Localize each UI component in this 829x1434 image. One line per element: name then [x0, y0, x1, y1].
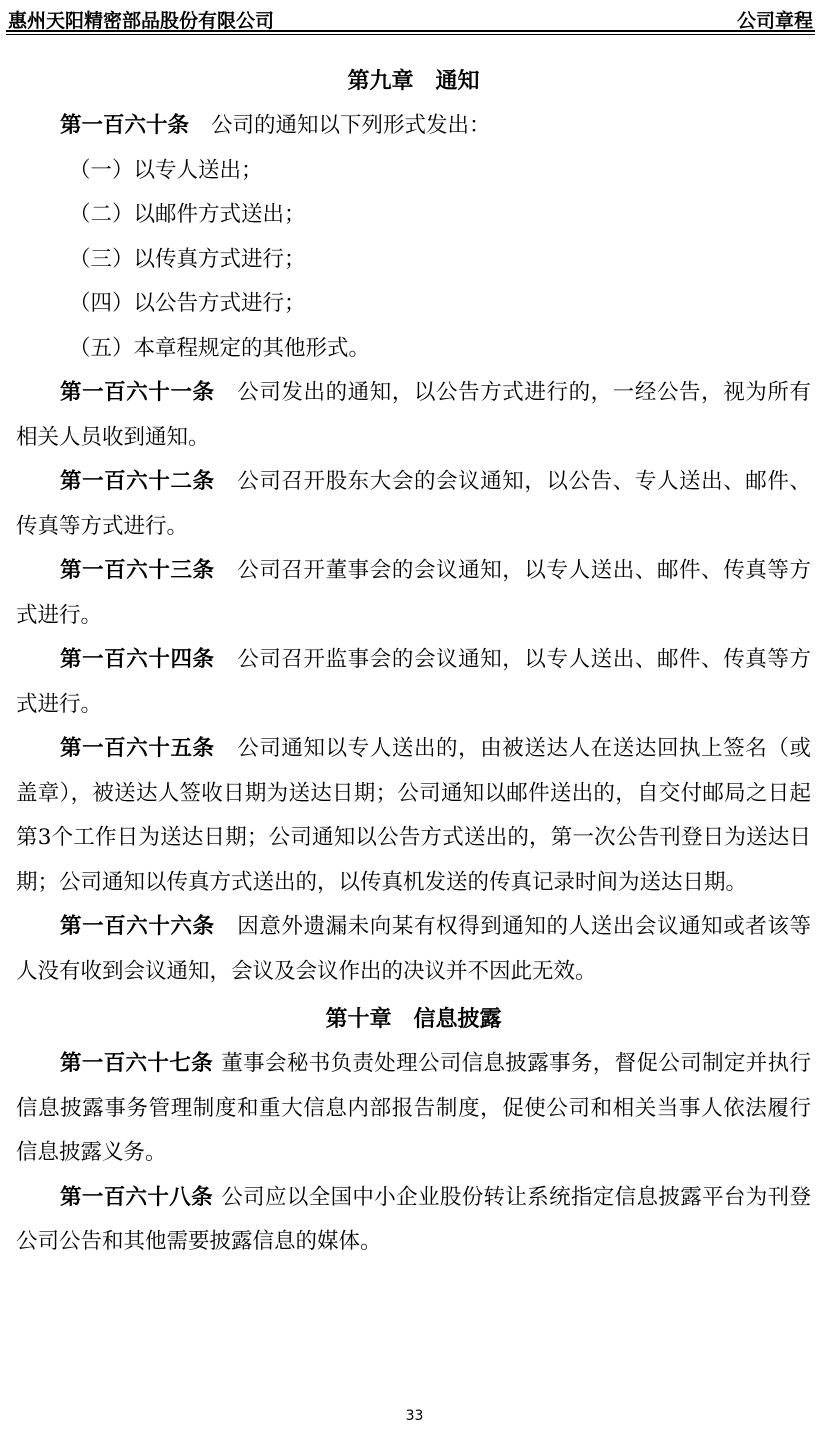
- header-rule-thick: [6, 30, 815, 32]
- article-160-text: 公司的通知以下列形式发出：: [211, 113, 491, 138]
- article-168-text: 公司应以全国中小企业股份转让系统指定信息披露平台为刊登公司公告和其他需要披露信息的媒体。: [16, 1184, 811, 1254]
- article-160-item-1: （一）以专人送出；: [69, 157, 263, 183]
- article-167: [16, 1042, 811, 1176]
- chapter-9-name: 通知: [435, 69, 480, 94]
- chapter-10-name: 信息披露: [413, 1007, 502, 1032]
- page-header: [8, 2, 813, 32]
- article-166-text: 因意外遗漏未向某有权得到通知的人送出会议通知或者该等人没有收到会议通知，会议及会议作出的决议并不因此无效。: [16, 914, 811, 984]
- page-body: [16, 60, 811, 1265]
- article-166: [16, 905, 811, 994]
- chapter-10-number: 第十章: [325, 1007, 392, 1032]
- article-168-number: 第一百六十八条: [60, 1184, 213, 1210]
- article-161-number: 第一百六十一条: [60, 380, 215, 405]
- chapter-9-heading: [16, 60, 811, 104]
- article-162-number: 第一百六十二条: [60, 469, 215, 494]
- article-160-item-2: （二）以邮件方式送出；: [69, 202, 306, 227]
- article-163: [16, 549, 811, 638]
- article-165-number: 第一百六十五条: [60, 736, 215, 761]
- article-164-text: 公司召开监事会的会议通知，以专人送出、邮件、传真等方式进行。: [16, 647, 811, 717]
- page-number: 33: [405, 1408, 424, 1424]
- article-163-number: 第一百六十三条: [60, 558, 215, 583]
- article-162: [16, 460, 811, 549]
- article-161: [16, 371, 811, 460]
- header-company-name: 惠州天阳精密部品股份有限公司: [8, 10, 275, 32]
- article-168: [16, 1176, 811, 1265]
- article-163-text: 公司召开董事会的会议通知，以专人送出、邮件、传真等方式进行。: [16, 558, 811, 628]
- article-160-item-3: （三）以传真方式进行；: [69, 246, 306, 272]
- article-162-text: 公司召开股东大会的会议通知，以公告、专人送出、邮件、传真等方式进行。: [16, 469, 811, 539]
- chapter-10-heading: [16, 998, 811, 1042]
- article-161-text: 公司发出的通知，以公告方式进行的，一经公告，视为所有相关人员收到通知。: [16, 380, 811, 450]
- article-166-number: 第一百六十六条: [60, 914, 215, 939]
- article-167-number: 第一百六十七条: [60, 1051, 213, 1076]
- article-160-item-4: （四）以公告方式进行；: [69, 291, 306, 316]
- header-document-title: 公司章程: [736, 10, 813, 32]
- article-160: [16, 104, 811, 149]
- article-167-text: 董事会秘书负责处理公司信息披露事务，督促公司制定并执行信息披露事务管理制度和重大信息内部报告制度，促使公司和相关当事人依法履行信息披露义务。: [16, 1051, 811, 1165]
- article-165: [16, 727, 811, 905]
- article-160-number: 第一百六十条: [60, 113, 190, 138]
- chapter-9-number: 第九章: [347, 69, 414, 94]
- header-rule-thin: [6, 34, 815, 35]
- article-164: [16, 638, 811, 727]
- article-164-number: 第一百六十四条: [60, 647, 215, 672]
- article-165-text: 公司通知以专人送出的，由被送达人在送达回执上签名（或盖章），被送达人签收日期为送达日期；公司通知以邮件送出的，自交付邮局之日起第3个工作日为送达日期；公司通知以公告方式送出的，第一次公告刊登日为送达日期；公司通知以传真方式送出的，以传真机发送的传真记录时间为送达日期。: [16, 736, 811, 895]
- article-160-item-5: （五）本章程规定的其他形式。: [69, 335, 371, 361]
